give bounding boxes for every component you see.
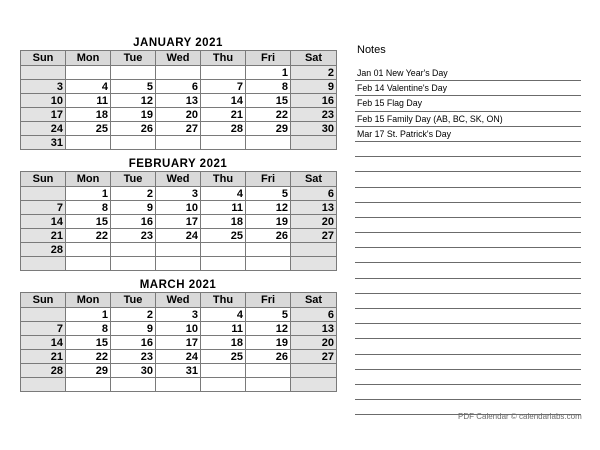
week-row (21, 364, 337, 378)
day-cell: 3 (156, 187, 201, 201)
day-cell: 4 (66, 80, 111, 94)
day-cell: 17 (156, 215, 201, 229)
weekday-header: Mon (66, 172, 111, 187)
month-title: MARCH 2021 (139, 279, 217, 291)
weekday-header: Thu (201, 172, 246, 187)
note-line (355, 279, 581, 294)
day-cell (201, 66, 246, 80)
day-cell: 24 (156, 229, 201, 243)
day-cell: 11 (201, 322, 246, 336)
day-cell: 22 (66, 350, 111, 364)
day-cell: 20 (291, 215, 337, 229)
note-line (355, 248, 581, 263)
note-line (355, 172, 581, 187)
day-cell (246, 257, 291, 271)
day-cell (66, 378, 111, 392)
weekday-header: Fri (246, 293, 291, 308)
weekday-header: Sun (21, 51, 66, 66)
day-cell: 2 (111, 308, 156, 322)
notes-list (355, 66, 581, 415)
day-cell: 28 (201, 122, 246, 136)
day-cell: 1 (246, 66, 291, 80)
note-line (355, 339, 581, 354)
day-cell: 13 (291, 322, 337, 336)
note-line (355, 294, 581, 309)
day-cell: 20 (291, 336, 337, 350)
day-cell: 6 (291, 187, 337, 201)
day-cell: 20 (156, 108, 201, 122)
day-cell: 2 (111, 187, 156, 201)
week-row (21, 350, 337, 364)
week-row (21, 336, 337, 350)
weekday-header: Sun (21, 293, 66, 308)
day-cell: 31 (156, 364, 201, 378)
weekday-header: Wed (156, 172, 201, 187)
day-cell: 5 (246, 187, 291, 201)
day-cell: 4 (201, 187, 246, 201)
day-cell (291, 243, 337, 257)
day-cell: 27 (156, 122, 201, 136)
weekday-header: Mon (66, 51, 111, 66)
note-line (355, 188, 581, 203)
day-cell: 26 (246, 229, 291, 243)
day-cell (66, 243, 111, 257)
day-cell: 21 (21, 229, 66, 243)
day-cell: 24 (21, 122, 66, 136)
day-cell: 31 (21, 136, 66, 150)
day-cell: 10 (156, 322, 201, 336)
day-cell (246, 136, 291, 150)
weekday-header: Sat (291, 51, 337, 66)
weekday-header: Wed (156, 51, 201, 66)
day-cell: 15 (246, 94, 291, 108)
weekday-header: Sat (291, 293, 337, 308)
day-cell: 10 (21, 94, 66, 108)
notes-title: Notes (357, 44, 386, 56)
day-cell: 13 (156, 94, 201, 108)
note-line (355, 324, 581, 339)
day-cell: 3 (21, 80, 66, 94)
day-cell: 5 (246, 308, 291, 322)
week-row (21, 215, 337, 229)
note-line (355, 142, 581, 157)
week-row (21, 201, 337, 215)
note-line: Mar 17 St. Patrick's Day (355, 127, 581, 142)
day-cell: 28 (21, 364, 66, 378)
day-cell: 19 (111, 108, 156, 122)
day-cell (201, 364, 246, 378)
week-row (21, 308, 337, 322)
weekday-header: Sat (291, 172, 337, 187)
day-cell (246, 378, 291, 392)
day-cell: 25 (66, 122, 111, 136)
weekday-header: Thu (201, 51, 246, 66)
note-line (355, 370, 581, 385)
week-row (21, 66, 337, 80)
week-row (21, 243, 337, 257)
day-cell: 6 (291, 308, 337, 322)
day-cell (111, 257, 156, 271)
week-row (21, 322, 337, 336)
day-cell: 8 (246, 80, 291, 94)
day-cell: 23 (111, 350, 156, 364)
day-cell (246, 243, 291, 257)
day-cell (66, 66, 111, 80)
day-cell: 9 (111, 322, 156, 336)
note-line (355, 309, 581, 324)
day-cell: 9 (111, 201, 156, 215)
note-line: Jan 01 New Year's Day (355, 66, 581, 81)
weekday-header: Tue (111, 172, 156, 187)
footer-credit: PDF Calendar © calendarlabs.com (458, 412, 582, 421)
week-row (21, 122, 337, 136)
note-line (355, 203, 581, 218)
week-row (21, 80, 337, 94)
note-line (355, 385, 581, 400)
month-title: FEBRUARY 2021 (128, 158, 228, 170)
day-cell: 2 (291, 66, 337, 80)
day-cell (111, 378, 156, 392)
weekday-header-row (21, 172, 337, 187)
day-cell (291, 136, 337, 150)
day-cell: 17 (21, 108, 66, 122)
note-line (355, 218, 581, 233)
day-cell (66, 136, 111, 150)
day-cell: 18 (201, 215, 246, 229)
day-cell (66, 257, 111, 271)
day-cell: 11 (66, 94, 111, 108)
day-cell: 30 (291, 122, 337, 136)
calendar-grid (20, 171, 337, 271)
weekday-header: Thu (201, 293, 246, 308)
day-cell: 8 (66, 322, 111, 336)
week-row (21, 187, 337, 201)
day-cell: 19 (246, 336, 291, 350)
day-cell (201, 136, 246, 150)
calendar-grid (20, 50, 337, 150)
day-cell (246, 364, 291, 378)
note-line (355, 157, 581, 172)
day-cell: 25 (201, 350, 246, 364)
day-cell: 21 (21, 350, 66, 364)
day-cell: 17 (156, 336, 201, 350)
weekday-header: Fri (246, 51, 291, 66)
day-cell: 26 (111, 122, 156, 136)
day-cell (156, 257, 201, 271)
day-cell: 23 (111, 229, 156, 243)
month-title: JANUARY 2021 (133, 37, 223, 49)
day-cell (111, 243, 156, 257)
day-cell: 14 (21, 215, 66, 229)
day-cell (21, 66, 66, 80)
note-line (355, 355, 581, 370)
day-cell: 23 (291, 108, 337, 122)
day-cell: 1 (66, 308, 111, 322)
day-cell: 24 (156, 350, 201, 364)
weekday-header: Mon (66, 293, 111, 308)
day-cell (291, 364, 337, 378)
day-cell: 28 (21, 243, 66, 257)
day-cell (111, 136, 156, 150)
day-cell (156, 136, 201, 150)
day-cell (21, 308, 66, 322)
week-row (21, 229, 337, 243)
day-cell: 27 (291, 229, 337, 243)
day-cell: 16 (111, 215, 156, 229)
day-cell (291, 378, 337, 392)
note-line (355, 263, 581, 278)
day-cell (21, 187, 66, 201)
day-cell: 6 (156, 80, 201, 94)
weekday-header: Fri (246, 172, 291, 187)
day-cell (201, 243, 246, 257)
day-cell (156, 243, 201, 257)
day-cell: 25 (201, 229, 246, 243)
weekday-header: Wed (156, 293, 201, 308)
day-cell: 16 (291, 94, 337, 108)
day-cell: 19 (246, 215, 291, 229)
note-line: Feb 15 Family Day (AB, BC, SK, ON) (355, 112, 581, 127)
day-cell: 14 (21, 336, 66, 350)
week-row (21, 136, 337, 150)
note-line: Feb 14 Valentine's Day (355, 81, 581, 96)
day-cell: 22 (246, 108, 291, 122)
note-line (355, 233, 581, 248)
day-cell: 5 (111, 80, 156, 94)
day-cell (156, 66, 201, 80)
week-row (21, 94, 337, 108)
day-cell: 3 (156, 308, 201, 322)
day-cell (201, 257, 246, 271)
day-cell: 18 (66, 108, 111, 122)
week-row (21, 257, 337, 271)
day-cell: 14 (201, 94, 246, 108)
day-cell: 30 (111, 364, 156, 378)
day-cell: 9 (291, 80, 337, 94)
note-line: Feb 15 Flag Day (355, 96, 581, 111)
day-cell: 7 (21, 322, 66, 336)
day-cell (21, 378, 66, 392)
day-cell: 8 (66, 201, 111, 215)
day-cell (156, 378, 201, 392)
day-cell: 29 (66, 364, 111, 378)
day-cell: 4 (201, 308, 246, 322)
weekday-header: Tue (111, 293, 156, 308)
day-cell: 12 (111, 94, 156, 108)
day-cell: 7 (21, 201, 66, 215)
day-cell: 13 (291, 201, 337, 215)
day-cell: 12 (246, 201, 291, 215)
weekday-header: Sun (21, 172, 66, 187)
day-cell: 18 (201, 336, 246, 350)
day-cell (201, 378, 246, 392)
weekday-header: Tue (111, 51, 156, 66)
day-cell: 15 (66, 336, 111, 350)
day-cell: 7 (201, 80, 246, 94)
day-cell (111, 66, 156, 80)
day-cell: 12 (246, 322, 291, 336)
day-cell (21, 257, 66, 271)
day-cell: 27 (291, 350, 337, 364)
weekday-header-row (21, 293, 337, 308)
week-row (21, 378, 337, 392)
day-cell: 26 (246, 350, 291, 364)
day-cell: 10 (156, 201, 201, 215)
weekday-header-row (21, 51, 337, 66)
day-cell: 22 (66, 229, 111, 243)
day-cell: 29 (246, 122, 291, 136)
day-cell: 15 (66, 215, 111, 229)
week-row (21, 108, 337, 122)
day-cell (291, 257, 337, 271)
calendar-grid (20, 292, 337, 392)
day-cell: 1 (66, 187, 111, 201)
day-cell: 16 (111, 336, 156, 350)
day-cell: 11 (201, 201, 246, 215)
day-cell: 21 (201, 108, 246, 122)
